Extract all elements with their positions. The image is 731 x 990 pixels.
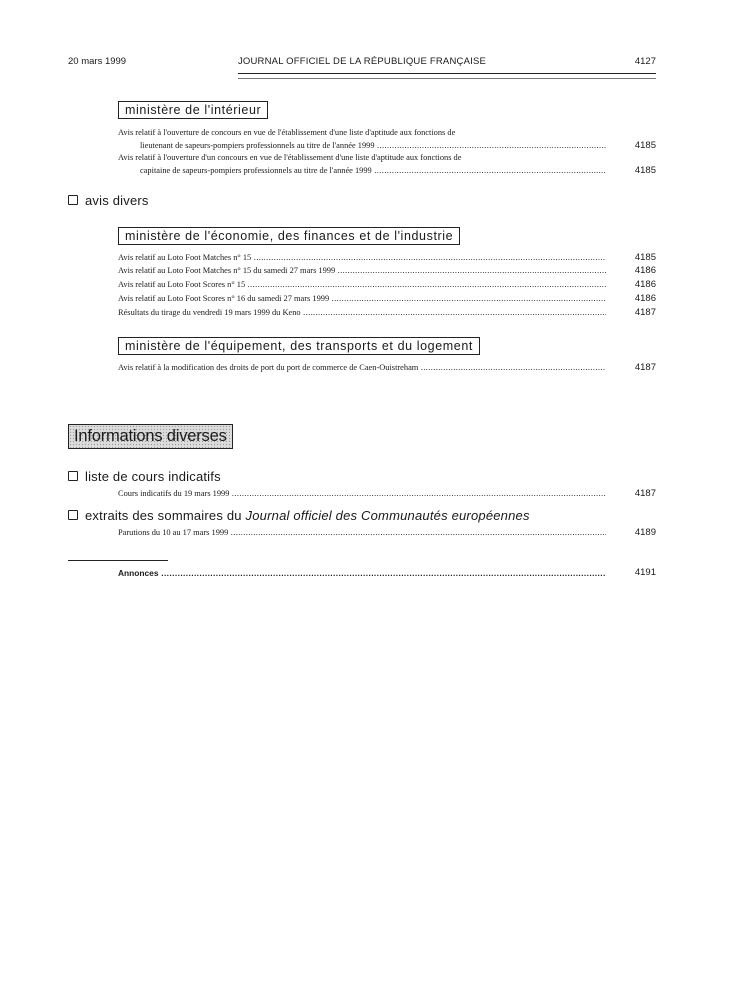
checkbox-square-icon: [68, 471, 78, 481]
entry-text: Avis relatif à l'ouverture de concours en vue de l'établissement d'une liste d'aptitude aux fonctions de: [118, 128, 456, 137]
toc-entry[interactable]: [118, 307, 656, 320]
entry-text: Avis relatif au Loto Foot Scores n° 15 .....: [118, 279, 606, 292]
informations-diverses-banner: Informations diverses: [68, 424, 233, 449]
section-avis-divers: [68, 193, 149, 208]
entry-text: Parutions du 10 au 17 mars 1999 .....: [118, 527, 606, 540]
entry-text-continued: capitaine de sapeurs-pompiers professionnels au titre de l'année 1999 .....: [118, 165, 606, 178]
section-title: liste de cours indicatifs: [85, 469, 221, 484]
toc-entry[interactable]: [118, 488, 656, 501]
checkbox-square-icon: [68, 195, 78, 205]
header-journal-title: JOURNAL OFFICIEL DE LA RÉPUBLIQUE FRANÇAISE: [237, 56, 487, 67]
toc-entry[interactable]: [118, 362, 656, 375]
entry-page-number: 4187: [634, 488, 656, 499]
toc-entry[interactable]: [118, 293, 656, 306]
ministry-economie-heading: ministère de l'économie, des finances et de l'industrie: [118, 227, 460, 245]
section-title: avis divers: [85, 193, 149, 208]
header-rule-thin: [238, 78, 656, 79]
entry-page-number: 4186: [634, 293, 656, 304]
toc-entry[interactable]: [118, 152, 656, 177]
entry-text: Avis relatif au Loto Foot Scores n° 16 du samedi 27 mars 1999 .....: [118, 293, 606, 306]
entry-text: Résultats du tirage du vendredi 19 mars 1999 du Keno .....: [118, 307, 606, 320]
entry-page-number: 4187: [634, 307, 656, 318]
section-title-italic: Journal officiel des Communautés européennes: [245, 508, 530, 523]
ministry-interieur-heading: ministère de l'intérieur: [118, 101, 268, 119]
separator-rule: [68, 560, 168, 561]
entry-text: Avis relatif au Loto Foot Matches n° 15 .....: [118, 252, 606, 265]
toc-entry[interactable]: [118, 527, 656, 540]
toc-entry[interactable]: [118, 252, 656, 265]
entry-text: Cours indicatifs du 19 mars 1999 .....: [118, 488, 606, 501]
section-cours-indicatifs: [68, 469, 221, 484]
entry-text-continued: lieutenant de sapeurs-pompiers professionnels au titre de l'année 1999 .....: [118, 140, 606, 153]
entry-page-number: 4185: [634, 164, 656, 176]
entry-page-number: 4185: [634, 252, 656, 263]
header-rule: [238, 73, 656, 74]
toc-entry-annonces[interactable]: [118, 567, 656, 580]
toc-entry[interactable]: [118, 127, 656, 152]
toc-entry[interactable]: [118, 279, 656, 292]
entry-page-number: 4187: [634, 362, 656, 373]
entry-page-number: 4191: [634, 567, 656, 578]
ministry-equipement-heading: ministère de l'équipement, des transports et du logement: [118, 337, 480, 355]
entry-page-number: 4185: [634, 139, 656, 151]
checkbox-square-icon: [68, 510, 78, 520]
entry-text: Annonces .....: [118, 567, 606, 580]
entry-page-number: 4189: [634, 527, 656, 538]
entry-page-number: 4186: [634, 265, 656, 276]
toc-entry[interactable]: [118, 265, 656, 278]
header-date: 20 mars 1999: [68, 56, 127, 67]
running-header: [68, 56, 656, 70]
header-page-number: 4127: [634, 56, 656, 67]
entry-page-number: 4186: [634, 279, 656, 290]
entry-text: Avis relatif au Loto Foot Matches n° 15 du samedi 27 mars 1999 .....: [118, 265, 606, 278]
section-extraits-sommaires: [68, 508, 530, 523]
section-title: extraits des sommaires du: [85, 508, 242, 523]
entry-text: Avis relatif à la modification des droits de port du port de commerce de Caen-Ouistreham .....: [118, 362, 606, 375]
entry-text: Avis relatif à l'ouverture d'un concours en vue de l'établissement d'une liste d'aptitude aux fonctions de: [118, 153, 462, 162]
